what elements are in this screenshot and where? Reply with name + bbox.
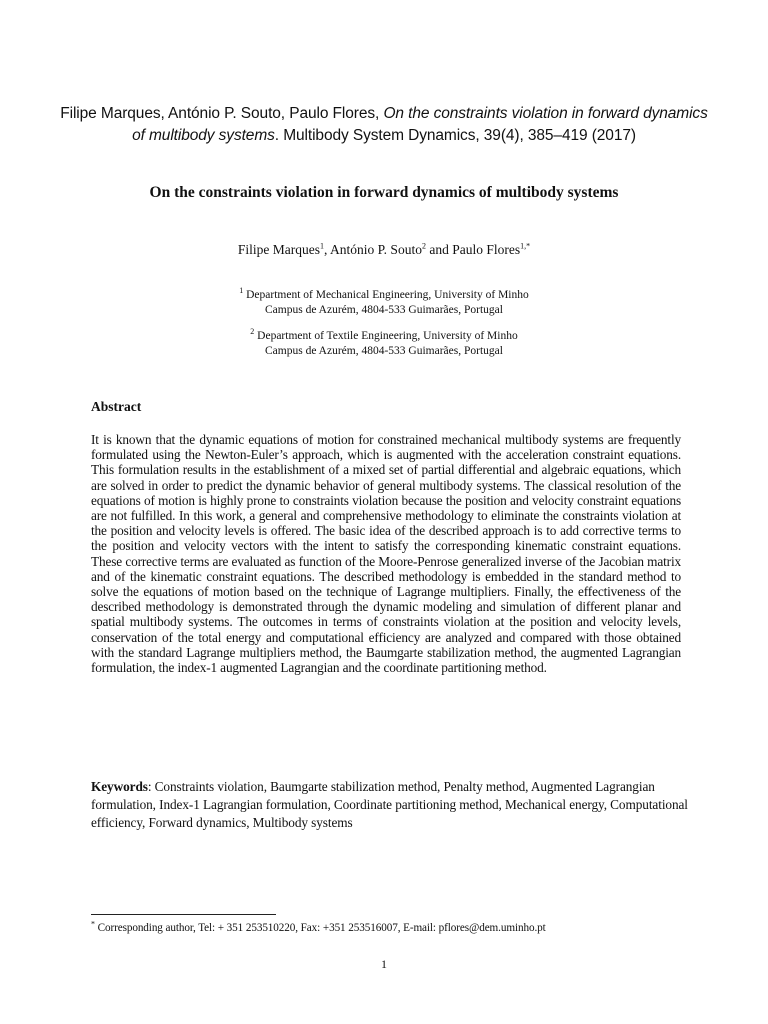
affiliation-2-dept: Department of Textile Engineering, University of Minho	[254, 330, 518, 342]
affiliation-1-mark: 1	[239, 286, 244, 296]
affiliation-2-mark: 2	[250, 327, 255, 337]
citation-header	[60, 103, 708, 147]
author-3: Paulo Flores	[452, 242, 521, 257]
affiliation-1	[40, 288, 728, 318]
author-2-affil: 2	[421, 241, 426, 251]
author-separator: and	[425, 242, 453, 257]
affiliation-1-address: Campus de Azurém, 4804-533 Guimarães, Portugal	[265, 304, 503, 316]
citation-journal: . Multibody System Dynamics, 39(4), 385–419 (2017)	[274, 127, 636, 144]
author-separator: ,	[324, 242, 331, 257]
citation-authors: Filipe Marques, António P. Souto, Paulo Flores,	[60, 105, 384, 122]
footnote-divider	[91, 914, 276, 915]
author-3-affil: 1,*	[520, 241, 531, 251]
footnote-text: Corresponding author, Tel: + 351 253510220, Fax: +351 253516007, E-mail: pflores@dem.uminho.pt	[94, 922, 546, 934]
keywords	[91, 778, 691, 832]
author-list	[40, 242, 728, 258]
affiliation-1-dept: Department of Mechanical Engineering, University of Minho	[243, 289, 529, 301]
footnote-mark: *	[91, 919, 95, 929]
abstract-heading: Abstract	[91, 399, 142, 414]
citation-title: On the constraints violation in forward dynamics of multibody systems	[132, 105, 708, 144]
author-1-affil: 1	[320, 241, 325, 251]
affiliation-2	[40, 329, 728, 359]
author-1: Filipe Marques	[237, 242, 321, 257]
keywords-list: : Constraints violation, Baumgarte stabilization method, Penalty method, Augmented Lagrangian formulation, Index-1 Lagrangian formulation, Coordinate partitioning method, Mechanical energy, Computational efficiency, Forward dynamics, Multibody systems	[91, 779, 688, 830]
affiliation-2-address: Campus de Azurém, 4804-533 Guimarães, Portugal	[265, 345, 503, 357]
footnote	[91, 919, 546, 934]
page-number: 1	[381, 957, 387, 971]
author-2: António P. Souto	[330, 242, 422, 257]
abstract-body: It is known that the dynamic equations of motion for constrained mechanical multibody systems are frequently formulated using the Newton-Euler’s approach, which is augmented with the acceleration constraint equations. This formulation results in the establishment of a mixed set of partial differential and algebraic equations, which are solved in order to predict the dynamic behavior of general multibody systems. The classical resolution of the equations of motion is highly prone to constraints violation because the position and velocity constraint equations are not fulfilled. In this work, a general and comprehensive methodology to eliminate the constraints violation at the position and velocity levels is offered. The basic idea of the described approach is to add corrective terms to the position and velocity vectors with the intent to satisfy the corresponding kinematic constraint equations. These corrective terms are evaluated as function of the Moore-Penrose generalized inverse of the Jacobian matrix and of the kinematic constraint equations. The described methodology is embedded in the standard method to solve the equations of motion based on the technique of Lagrange multipliers. Finally, the effectiveness of the described methodology is demonstrated through the dynamic modeling and simulation of different planar and spatial multibody systems. The outcomes in terms of constraints violation at the position and velocity levels, conservation of the total energy and computational efficiency are analyzed and compared with those obtained with the standard Lagrange multipliers method, the Baumgarte stabilization method, the augmented Lagrangian formulation, the index-1 augmented Lagrangian and the coordinate partitioning method.	[91, 432, 681, 676]
paper-title: On the constraints violation in forward dynamics of multibody systems	[149, 184, 619, 201]
keywords-label: Keywords	[91, 779, 148, 794]
